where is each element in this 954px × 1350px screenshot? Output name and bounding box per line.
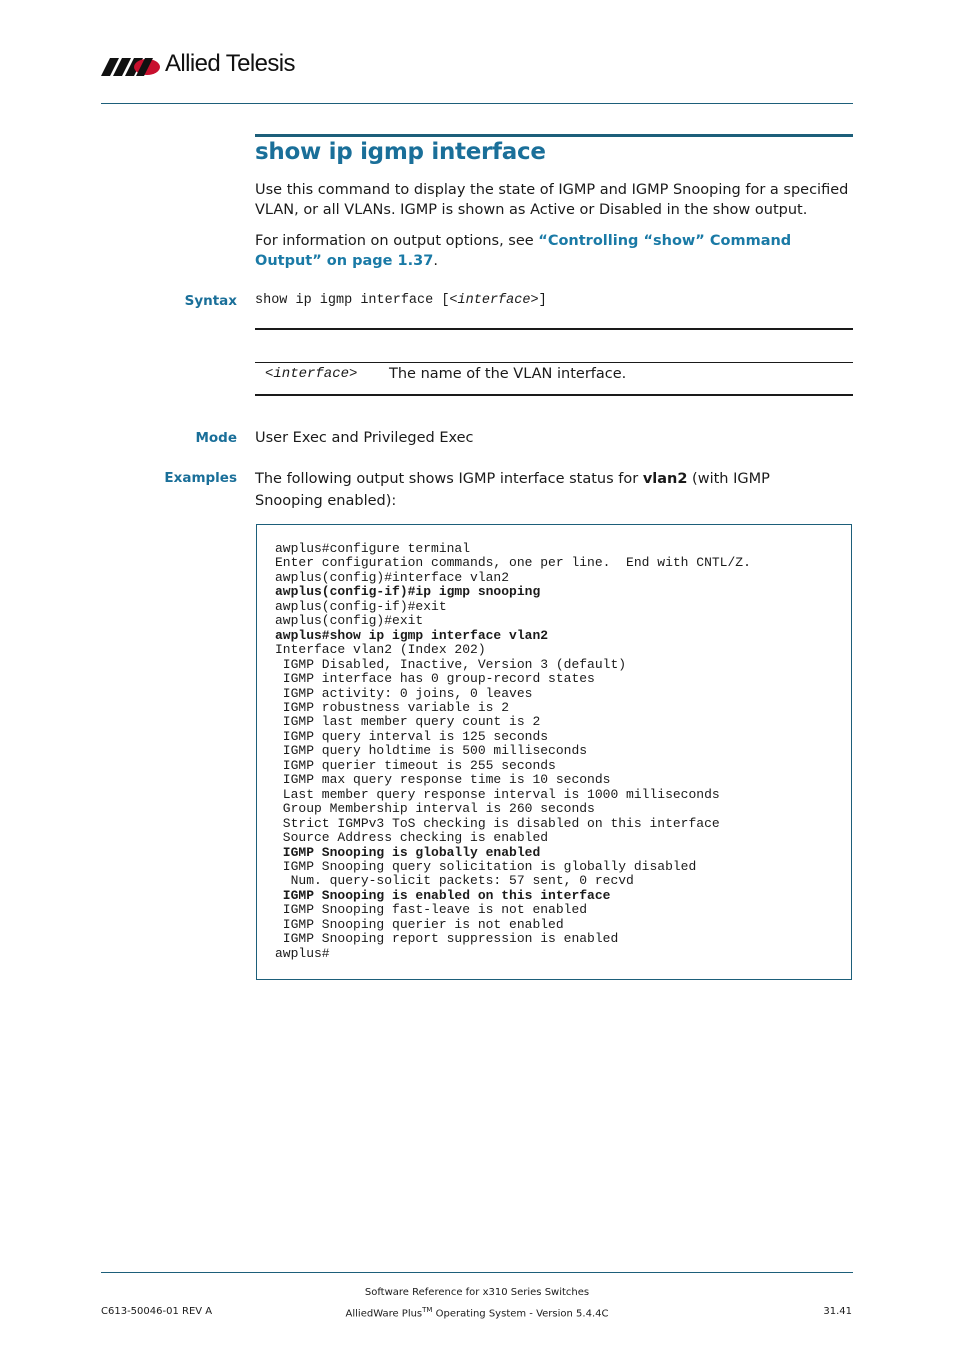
code-line: IGMP Snooping is enabled on this interface [275,887,611,903]
intro-paragraph: Use this command to display the state of IGMP and IGMP Snooping for a specified VLAN, or all VLANs. IGMP is shown as Active or Disabled in the show output. [255,182,849,218]
examples-label: Examples [164,470,237,486]
mode-text: User Exec and Privileged Exec [255,430,474,446]
code-line: IGMP Disabled, Inactive, Version 3 (default) [275,656,627,672]
info-prefix: For information on output options, see [255,233,539,249]
code-line: Group Membership interval is 260 seconds [275,801,595,817]
code-line: IGMP Snooping fast-leave is not enabled [275,902,588,918]
code-line: awplus(config)#exit [275,613,424,629]
examples-intro-prefix: The following output shows IGMP interface status for [255,471,643,487]
mode-label: Mode [195,430,237,446]
code-line: awplus#configure terminal [275,541,471,556]
code-line: Last member query response interval is 1000 milliseconds [275,786,720,802]
examples-intro [255,468,815,512]
param-name: <interface> [265,366,358,382]
syntax-suffix: >] [530,293,547,308]
footer-os-suffix: Operating System - Version 5.4.4C [432,1308,609,1320]
code-line: Strict IGMPv3 ToS checking is disabled on this interface [275,815,720,831]
code-line: awplus(config-if)#exit [275,598,447,614]
header-rule [101,103,853,104]
footer-tm: TM [422,1306,433,1314]
example-code-box [256,524,852,980]
param-table-header-rule [255,362,853,363]
code-line: IGMP query interval is 125 seconds [275,728,549,744]
code-line: IGMP max query response time is 10 seconds [275,772,611,788]
footer-os-prefix: AlliedWare Plus [345,1308,423,1320]
syntax-label: Syntax [184,293,237,309]
code-line: Interface vlan2 (Index 202) [275,642,486,658]
code-line: IGMP activity: 0 joins, 0 leaves [275,685,533,701]
examples-intro-suffix: (with IGMP Snooping enabled): [255,471,770,509]
footer-title: Software Reference for x310 Series Switches [364,1287,590,1298]
company-logo [101,52,301,80]
code-line: IGMP querier timeout is 255 seconds [275,757,556,773]
code-line: Num. query-solicit packets: 57 sent, 0 recvd [275,873,634,889]
param-description: The name of the VLAN interface. [389,366,627,382]
code-line: awplus(config-if)#ip igmp snooping [275,584,541,600]
code-line: IGMP Snooping query solicitation is globally disabled [275,858,697,874]
code-line: IGMP interface has 0 group-record states [275,671,595,687]
page-title: show ip igmp interface [255,139,546,165]
footer-rule [101,1272,853,1273]
footer-doc-id: C613-50046-01 REV A [101,1306,213,1317]
example-code [275,542,751,961]
code-line: IGMP last member query count is 2 [275,714,541,730]
syntax-prefix: show ip igmp interface [< [255,293,458,308]
allied-telesis-logo-mark [101,54,163,78]
syntax-command [255,293,547,308]
param-table-top-rule [255,328,853,330]
footer-page-number: 31.41 [823,1306,852,1317]
code-line: awplus# [275,945,330,961]
code-line: awplus(config)#interface vlan2 [275,569,510,585]
syntax-param: interface [457,293,531,308]
output-options-link[interactable]: “Controlling “show” Command Output” on page 1.37 [255,233,792,269]
code-line: Source Address checking is enabled [275,830,549,846]
info-suffix: . [433,253,438,269]
examples-intro-vlan: vlan2 [642,471,688,487]
code-line: IGMP robustness variable is 2 [275,699,510,715]
param-table-bottom-rule [255,394,853,396]
code-line: Enter configuration commands, one per line. End with CNTL/Z. [275,555,751,571]
code-line: IGMP Snooping report suppression is enabled [275,931,619,947]
code-line: IGMP Snooping querier is not enabled [275,916,564,932]
code-line: IGMP query holdtime is 500 milliseconds [275,743,588,759]
title-rule [255,134,853,137]
code-line: IGMP Snooping is globally enabled [275,844,541,860]
info-paragraph [255,231,855,271]
code-line: awplus#show ip igmp interface vlan2 [275,627,549,643]
logo-wordmark: Allied Telesis [165,50,295,77]
